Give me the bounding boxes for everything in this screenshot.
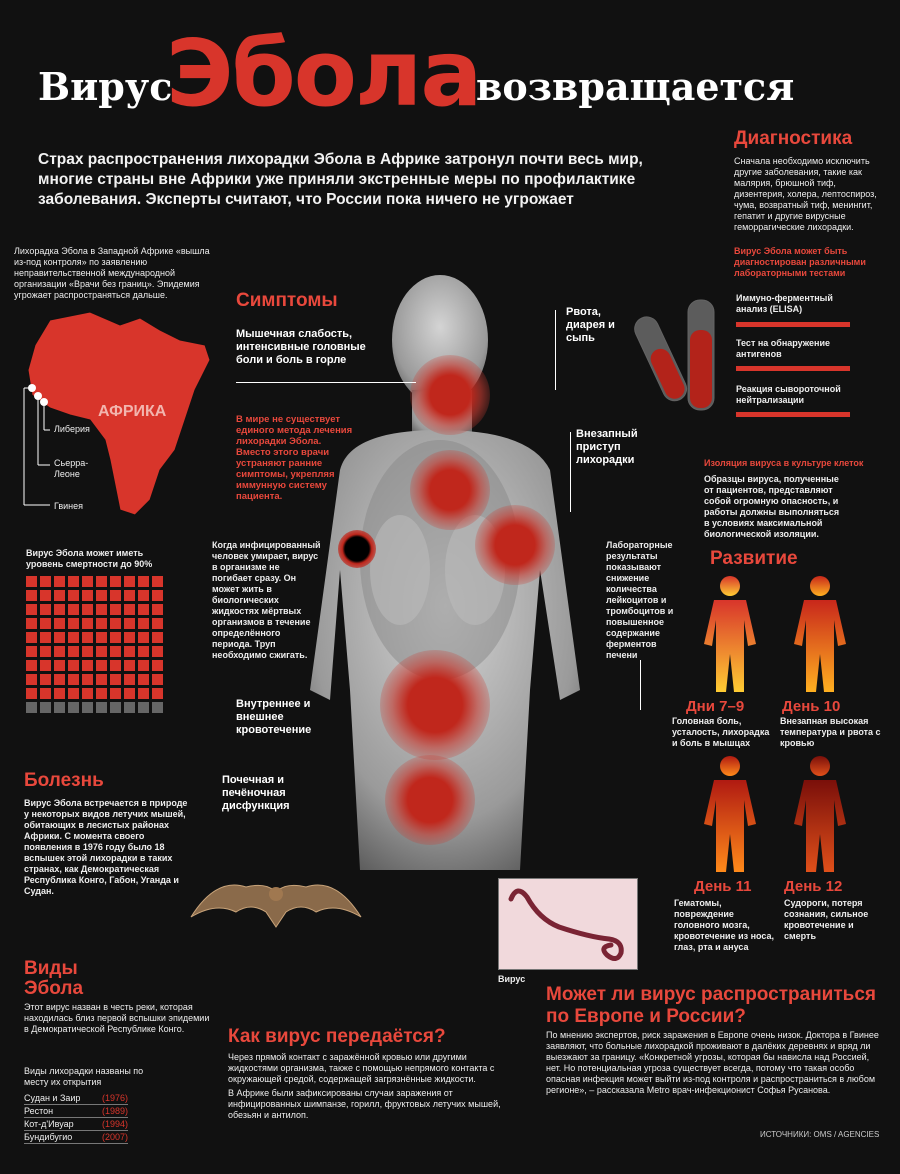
mortality-cell-fatal — [96, 660, 107, 671]
stage-2-day: День 10 — [782, 698, 841, 715]
stage-3-day: День 11 — [694, 878, 752, 895]
species-table-title: Виды лихорадки названы по месту их открытия — [24, 1066, 144, 1087]
mortality-cell-survived — [96, 702, 107, 713]
arm-glow — [475, 505, 555, 585]
isolation-heading: Изоляция вируса в культуре клеток — [704, 458, 864, 468]
mortality-cell-fatal — [110, 604, 121, 615]
symptom-kidney: Почечная и печёночная дисфункция — [222, 774, 290, 812]
mortality-cell-fatal — [40, 576, 51, 587]
mortality-cell-fatal — [138, 604, 149, 615]
table-row: Судан и Заир (1976) — [24, 1093, 128, 1103]
mortality-cell-fatal — [110, 618, 121, 629]
map-note: Лихорадка Эбола в Западной Африке «вышла из-под контроля» по заявлению неправительственной международной организации «Врачи без границ». Эпидемия угрожает распространяться дальше. — [14, 246, 210, 300]
mortality-cell-fatal — [54, 590, 65, 601]
mortality-cell-fatal — [96, 604, 107, 615]
mortality-cell-fatal — [96, 646, 107, 657]
mortality-cell-survived — [138, 702, 149, 713]
virus-micrograph — [498, 878, 638, 970]
mortality-cell-fatal — [152, 688, 163, 699]
mortality-cell-fatal — [82, 618, 93, 629]
mortality-cell-fatal — [138, 632, 149, 643]
mortality-cell-fatal — [54, 688, 65, 699]
species-text: Этот вирус назван в честь реки, которая находилась близ первой вспышки эпидемии в Демократической Республике Конго. — [24, 1002, 210, 1034]
mortality-cell-fatal — [68, 646, 79, 657]
test-antigen: Тест на обнаружение антигенов — [736, 338, 831, 359]
intro-text: Страх распространения лихорадки Эбола в Африке затронул почти весь мир, многие страны вне Африки уже приняли экстренные меры по профилактике заболевания. Эксперты считают, что России пока ничего не угрожает — [38, 151, 643, 208]
stage-4-day: День 12 — [784, 878, 843, 895]
symptoms-heading: Симптомы — [236, 290, 338, 311]
throat-glow — [410, 355, 490, 435]
mortality-cell-fatal — [26, 660, 37, 671]
mortality-cell-fatal — [40, 604, 51, 615]
mortality-cell-fatal — [124, 632, 135, 643]
diagnostics-heading: Диагностика — [734, 128, 853, 149]
mortality-cell-fatal — [26, 632, 37, 643]
mortality-cell-fatal — [152, 618, 163, 629]
lab-results-note: Лабораторные результаты показывают снижение количества лейкоцитов и тромбоцитов и повышенное содержание ферментов печени — [606, 540, 674, 660]
species-heading-2: Эбола — [24, 978, 84, 999]
mortality-cell-fatal — [110, 674, 121, 685]
figure-stage-2 — [780, 574, 860, 694]
symptom-weakness: Мышечная слабость, интенсивные головные боли и боль в горле — [236, 328, 366, 366]
no-cure-note: В мире не существует единого метода лечения лихорадки Эбола. Вместо этого врачи устраняют ранние симптомы, укрепляя иммунную систему пациента. — [236, 414, 353, 502]
map-continent-label: АФРИКА — [98, 403, 167, 420]
mortality-cell-fatal — [82, 576, 93, 587]
symptom-bleeding: Внутреннее и внешнее кровотечение — [236, 698, 312, 736]
mortality-cell-fatal — [82, 660, 93, 671]
mortality-cell-fatal — [82, 688, 93, 699]
europe-text: По мнению экспертов, риск заражения в Европе очень низок. Доктора в Гвинее заявляют, что больные лихорадкой проживают в далёких деревнях и вряд ли выезжают за границу. «Конкретной угрозы, которая бы нависла над Россией, нет. Но потенциальная угроза существует всегда, потому что такая особо опасная инфекция может выйти из-под контроля и распространиться в любом регионе», – рассказала Metro врач-инфекционист Софья Русанова. — [546, 1030, 879, 1095]
skin-lesion-icon — [338, 530, 376, 568]
mortality-cell-fatal — [152, 632, 163, 643]
mortality-cell-fatal — [40, 646, 51, 657]
page-title — [38, 20, 798, 127]
mortality-cell-fatal — [110, 576, 121, 587]
mortality-cell-fatal — [26, 674, 37, 685]
symptom-fever: Внезапный приступ лихорадки — [576, 428, 638, 466]
title-word-2: возвращается — [476, 64, 795, 109]
disease-text: Вирус Эбола встречается в природе у некоторых видов летучих мышей, обитающих в лесистых районах Африки. С момента своего появления в 1976 году было 18 вспышек этой лихорадки в таких странах, как Демократическая Республика Конго, Габон, Уганда и Судан. — [24, 798, 188, 896]
mortality-cell-survived — [54, 702, 65, 713]
mortality-cell-survived — [68, 702, 79, 713]
mortality-cell-fatal — [82, 604, 93, 615]
mortality-cell-fatal — [26, 604, 37, 615]
mortality-cell-fatal — [96, 618, 107, 629]
species-heading-1: Виды — [24, 958, 78, 979]
mortality-cell-fatal — [124, 618, 135, 629]
mortality-cell-fatal — [138, 646, 149, 657]
mortality-cell-fatal — [54, 646, 65, 657]
mortality-cell-fatal — [54, 604, 65, 615]
mortality-cell-fatal — [124, 590, 135, 601]
diagnostics-text: Сначала необходимо исключить другие заболевания, такие как малярия, брюшной тиф, дизентерия, холера, лептоспироз, чума, возвратный тиф, менингит, гепатит и другие вирусные геморрагические лихорадки. — [734, 156, 877, 232]
disease-heading: Болезнь — [24, 770, 104, 791]
test-tube-icon — [630, 290, 730, 430]
mortality-cell-fatal — [40, 632, 51, 643]
species-table — [24, 1092, 128, 1144]
country-guinea: Гвинея — [54, 501, 84, 511]
table-row: Бундибугио (2007) — [24, 1132, 128, 1142]
mortality-cell-survived — [152, 702, 163, 713]
mortality-cell-fatal — [40, 660, 51, 671]
mortality-cell-fatal — [110, 590, 121, 601]
mortality-cell-fatal — [68, 590, 79, 601]
mortality-cell-fatal — [26, 618, 37, 629]
title-ebola: Эбола — [166, 20, 481, 127]
stage-2-text: Внезапная высокая температура и рвота с кровью — [780, 716, 881, 748]
mortality-cell-fatal — [82, 646, 93, 657]
pointer-line — [236, 382, 416, 383]
mortality-cell-fatal — [54, 632, 65, 643]
virus-caption: Вирус — [498, 974, 526, 984]
corpse-note: Когда инфицированный человек умирает, вирус в организме не погибает сразу. Он может жить в биологических жидкостях мёртвых организмов в течение определённого периода. Труп необходимо сжигать. — [212, 540, 321, 660]
mortality-cell-fatal — [152, 674, 163, 685]
mortality-cell-fatal — [124, 674, 135, 685]
mortality-cell-fatal — [40, 618, 51, 629]
mortality-cell-survived — [124, 702, 135, 713]
mortality-cell-fatal — [152, 660, 163, 671]
mortality-cell-fatal — [68, 660, 79, 671]
mortality-cell-fatal — [152, 646, 163, 657]
transmission-text-1: Через прямой контакт с заражённой кровью или другими жидкостями организма, также с помощью непрямого контакта с окружающей средой, содержащей загрязнённые жидкости. — [228, 1052, 495, 1084]
test-neutralization: Реакция сывороточной нейтрализации — [736, 384, 841, 405]
virus-shape — [499, 879, 639, 971]
mortality-label: Вирус Эбола может иметь уровень смертности до 90% — [26, 548, 153, 569]
mortality-cell-fatal — [54, 618, 65, 629]
figure-stage-3 — [690, 754, 770, 874]
country-sierra-leone: Сьерра-Леоне — [54, 458, 89, 479]
development-heading: Развитие — [710, 548, 798, 569]
transmission-text-2: В Африке были зафиксированы случаи заражения от инфицированных шимпанзе, горилл, фруктовых летучих мышей, обезьян и антилоп. — [228, 1088, 501, 1120]
mortality-cell-fatal — [54, 576, 65, 587]
test-elisa: Иммуно-ферментный анализ (ELISA) — [736, 293, 833, 314]
mortality-cell-fatal — [96, 674, 107, 685]
mortality-cell-fatal — [82, 632, 93, 643]
mortality-cell-fatal — [68, 674, 79, 685]
mortality-cell-fatal — [124, 646, 135, 657]
mortality-cell-survived — [82, 702, 93, 713]
abdomen-glow — [380, 650, 490, 760]
mortality-cell-fatal — [54, 674, 65, 685]
mortality-cell-fatal — [82, 590, 93, 601]
mortality-cell-fatal — [96, 590, 107, 601]
stage-1-text: Головная боль, усталость, лихорадка и боль в мышцах — [672, 716, 770, 748]
pointer-line — [555, 310, 556, 390]
pointer-line — [570, 432, 571, 512]
isolation-text: Образцы вируса, полученные от пациентов, представляют собой огромную опасность, и работы должны выполняться в условиях максимальной биологической изоляции. — [704, 474, 840, 539]
figure-stage-4 — [780, 754, 860, 874]
mortality-cell-fatal — [138, 688, 149, 699]
mortality-cell-fatal — [124, 688, 135, 699]
mortality-cell-fatal — [138, 660, 149, 671]
stage-4-text: Судороги, потеря сознания, сильное кровотечение и смерть — [784, 898, 869, 941]
divider — [736, 366, 850, 371]
mortality-cell-fatal — [96, 688, 107, 699]
bat-illustration — [186, 872, 366, 932]
mortality-cell-fatal — [68, 632, 79, 643]
mortality-cell-fatal — [82, 674, 93, 685]
table-row: Рестон (1989) — [24, 1106, 128, 1116]
mortality-cell-survived — [26, 702, 37, 713]
mortality-cell-survived — [110, 702, 121, 713]
mortality-cell-fatal — [68, 576, 79, 587]
title-word-1: Вирус — [38, 64, 173, 109]
mortality-cell-fatal — [138, 674, 149, 685]
mortality-cell-fatal — [68, 688, 79, 699]
mortality-cell-fatal — [110, 688, 121, 699]
mortality-cell-fatal — [54, 660, 65, 671]
chest-glow — [410, 450, 490, 530]
mortality-cell-fatal — [96, 632, 107, 643]
mortality-cell-fatal — [138, 590, 149, 601]
mortality-cell-fatal — [26, 590, 37, 601]
mortality-cell-fatal — [40, 674, 51, 685]
mortality-cell-fatal — [124, 576, 135, 587]
mortality-cell-fatal — [152, 576, 163, 587]
europe-heading: Может ли вирус распространиться по Европе и России? — [546, 984, 877, 1027]
stage-1-day: Дни 7–9 — [686, 698, 745, 715]
mortality-cell-fatal — [68, 604, 79, 615]
mortality-cell-fatal — [152, 604, 163, 615]
mortality-cell-fatal — [152, 590, 163, 601]
mortality-cell-fatal — [138, 618, 149, 629]
mortality-cell-fatal — [110, 646, 121, 657]
mortality-cell-fatal — [68, 618, 79, 629]
mortality-cell-fatal — [26, 688, 37, 699]
figure-stage-1 — [690, 574, 770, 694]
mortality-cell-fatal — [124, 660, 135, 671]
pointer-line — [640, 660, 641, 710]
mortality-grid — [26, 576, 163, 713]
sources: ИСТОЧНИКИ: OMS / AGENCIES — [760, 1130, 880, 1139]
mortality-cell-fatal — [138, 576, 149, 587]
symptom-vomit: Рвота, диарея и сыпь — [566, 306, 615, 344]
mortality-cell-fatal — [110, 660, 121, 671]
mortality-cell-fatal — [26, 576, 37, 587]
diagnostics-tests-intro: Вирус Эбола может быть диагностирован различными лабораторными тестами — [734, 246, 866, 278]
mortality-cell-fatal — [40, 688, 51, 699]
divider — [736, 412, 850, 417]
mortality-cell-fatal — [26, 646, 37, 657]
pelvis-glow — [385, 755, 475, 845]
divider — [736, 322, 850, 327]
mortality-cell-survived — [40, 702, 51, 713]
table-row: Кот-д'Ивуар (1994) — [24, 1119, 128, 1129]
mortality-cell-fatal — [124, 604, 135, 615]
mortality-cell-fatal — [40, 590, 51, 601]
stage-3-text: Гематомы, повреждение головного мозга, кровотечение из носа, глаз, рта и ануса — [674, 898, 775, 952]
mortality-cell-fatal — [110, 632, 121, 643]
transmission-heading: Как вирус передаётся? — [228, 1026, 446, 1047]
mortality-cell-fatal — [96, 576, 107, 587]
country-liberia: Либерия — [54, 424, 90, 434]
